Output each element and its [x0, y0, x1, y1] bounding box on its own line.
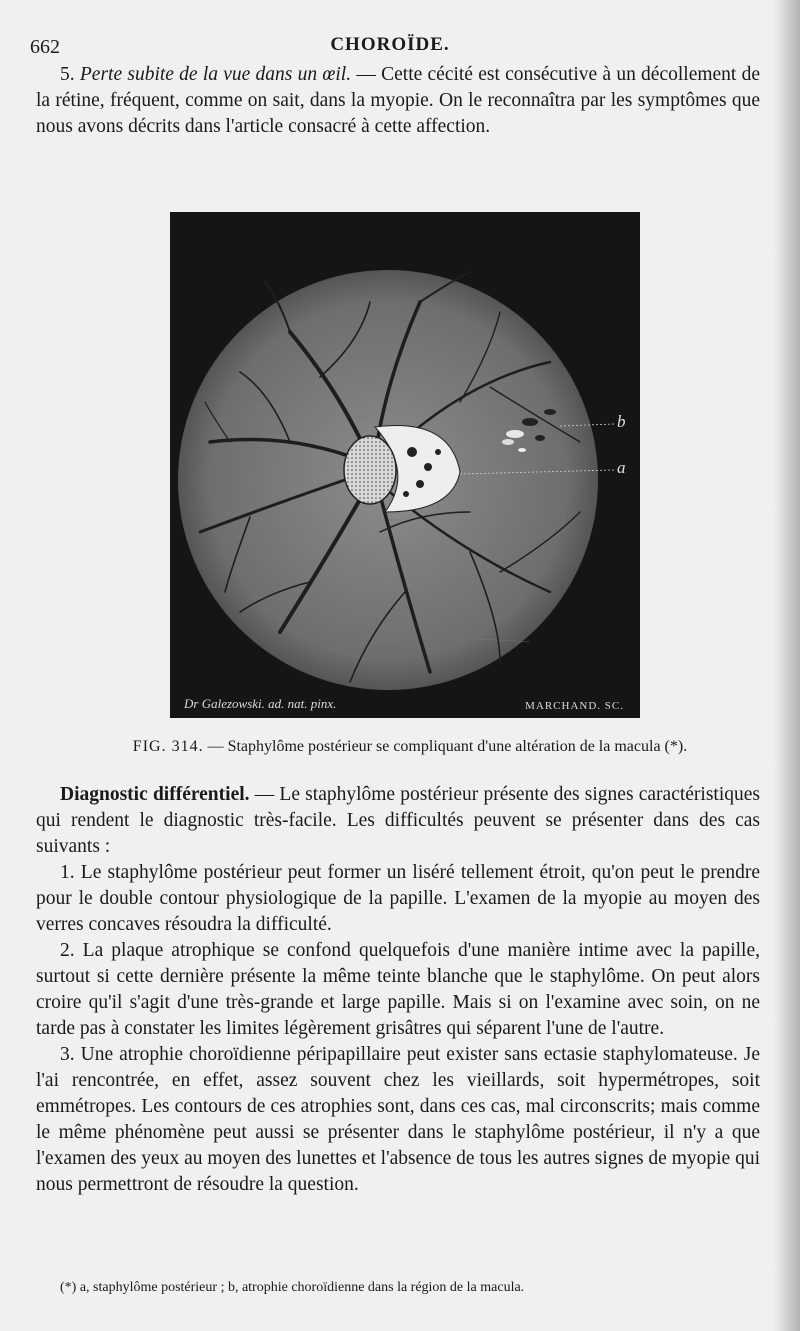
diagnostic-item-1: 1. Le staphylôme postérieur peut former un liséré tellement étroit, qu'on peut le prendre pour le double contour physiologique de la papille. L'examen de la myopie au moyen des verres concaves résoudra la difficulté. [36, 862, 760, 935]
engraver-credit: MARCHAND. SC. [525, 700, 624, 712]
fundus-plate [170, 212, 640, 718]
page-edge-shadow [774, 0, 800, 1331]
figure-caption-label: FIG. 314. [132, 738, 204, 755]
optic-disc [344, 436, 396, 504]
section-5-dash: — [356, 64, 376, 85]
footnote: (*) a, staphylôme postérieur ; b, atrophie choroïdienne dans la région de la macula. [60, 1280, 525, 1295]
diagnostic-heading: Diagnostic différentiel. [60, 784, 250, 805]
fundus-illustration [170, 212, 640, 718]
artist-credit: Dr Galezowski. ad. nat. pinx. [184, 696, 337, 711]
figure-caption-text: Staphylôme postérieur se compliquant d'une altération de la macula (*). [227, 738, 688, 755]
running-head: CHOROÏDE. [330, 34, 450, 55]
diagnostic-intro-text: Le staphylôme postérieur présente des signes caractéristiques qui rendent le diagnostic très-facile. Les difficultés peuvent se présenter dans des cas suivants : [36, 784, 761, 857]
figure-label-a: a [617, 458, 626, 477]
figure-label-b: b [617, 412, 626, 431]
section-5-number: 5. [60, 64, 75, 85]
figure-caption-dash: — [207, 738, 224, 755]
figure-caption [60, 738, 760, 756]
page-header [30, 30, 750, 58]
section-5-text: Cette cécité est consécutive à un décollement de la rétine, fréquent, comme on sait, dans la myopie. On le reconnaîtra par les symptômes que nous avons décrits dans l'article consacré à cette affection. [36, 64, 761, 137]
diagnostic-section [36, 782, 760, 1198]
section-5 [36, 62, 760, 140]
diagnostic-item-2: 2. La plaque atrophique se confond quelquefois d'une manière intime avec la papille, surtout si cette dernière présente la même teinte blanche que le staphylôme. On peut alors croire qu'il s'agit d'une très-grande et large papille. Mais si on l'examine avec soin, on ne tarde pas à constater les limites légèrement grisâtres qui séparent l'une de l'autre. [36, 940, 760, 1039]
diagnostic-item-3: 3. Une atrophie choroïdienne péripapillaire peut exister sans ectasie staphylomateuse. Je l'ai rencontrée, en effet, assez souvent chez les vieillards, soit hypermétropes, soit emmétropes. Les contours de ces atrophies sont, dans ces cas, mal circonscrits; mais comme le même phénomène peut aussi se présenter dans le staphylôme postérieur, il n'y a que l'examen des yeux au moyen des lunettes et l'absence de tous les autres signes de myopie qui nous permettront de résoudre la question. [36, 1044, 760, 1195]
section-5-paragraph [36, 62, 760, 140]
diagnostic-intro [36, 782, 760, 860]
diagnostic-dash: — [254, 784, 275, 805]
page-number: 662 [30, 36, 60, 58]
section-5-title: Perte subite de la vue dans un œil. [79, 64, 352, 85]
